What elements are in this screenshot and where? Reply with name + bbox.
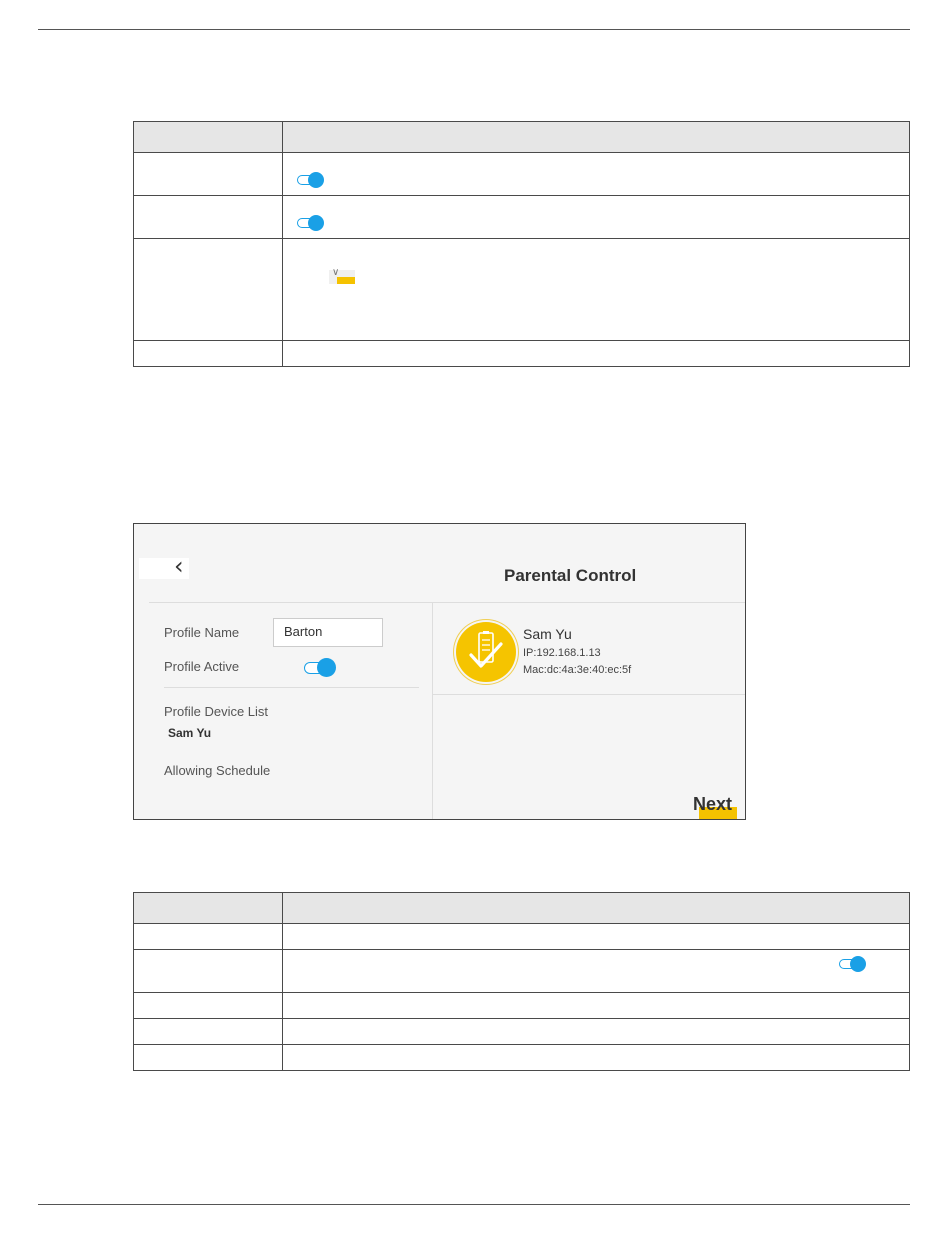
table-cell [283,153,910,196]
parental-control-screenshot [133,523,746,820]
footer-rule [38,1204,910,1205]
table-row [134,924,910,950]
table-header-row [134,122,910,153]
table-cell [134,993,283,1019]
device-mac: Mac:dc:4a:3e:40:ec:5f [523,664,632,676]
header-rule [38,29,910,30]
table-cell [134,341,283,367]
device-avatar[interactable] [456,622,516,682]
profile-active-toggle[interactable] [304,658,336,676]
divider [432,602,433,820]
table-cell [283,341,910,367]
description-table-1 [133,121,910,367]
table-cell [283,950,910,993]
toggle-switch-icon [839,956,867,970]
header-cell [283,122,910,153]
toggle-switch-icon [297,215,325,229]
table-row [134,341,910,367]
back-chevron-icon[interactable]: ‹ [174,552,184,580]
table-cell [134,924,283,950]
table-header-row [134,893,910,924]
description-table-2 [133,892,910,1071]
device-name: Sam Yu [523,626,572,642]
table-cell [283,993,910,1019]
table-row [134,1019,910,1045]
table-cell [134,950,283,993]
table-row [134,1045,910,1071]
header-cell [134,893,283,924]
toggle-switch-icon [297,172,325,186]
table-row [134,196,910,239]
header-cell [134,122,283,153]
table-row [134,153,910,196]
profile-active-label: Profile Active [164,659,240,674]
allowing-schedule-label: Allowing Schedule [164,763,271,778]
table-cell [283,239,910,341]
table-row [134,993,910,1019]
table-row [134,239,910,341]
profile-name-input[interactable]: Barton [273,618,383,647]
device-list-label: Profile Device List [164,704,269,719]
table-cell [134,196,283,239]
table-cell [134,239,283,341]
device-check-icon [456,622,516,682]
divider [164,687,419,688]
device-list-item: Sam Yu [168,726,212,740]
dropdown-icon: ∨ [329,270,355,284]
table-cell [134,1019,283,1045]
table-cell [283,196,910,239]
table-cell [283,924,910,950]
profile-name-label: Profile Name [164,625,240,640]
table-row [134,950,910,993]
divider [432,694,746,695]
page-title: Parental Control [504,566,637,585]
header-cell [283,893,910,924]
table-cell [134,1045,283,1071]
table-cell [283,1045,910,1071]
device-ip: IP:192.168.1.13 [523,647,601,659]
next-button[interactable]: Next [693,794,733,814]
table-cell [134,153,283,196]
divider [149,602,746,603]
table-cell [283,1019,910,1045]
